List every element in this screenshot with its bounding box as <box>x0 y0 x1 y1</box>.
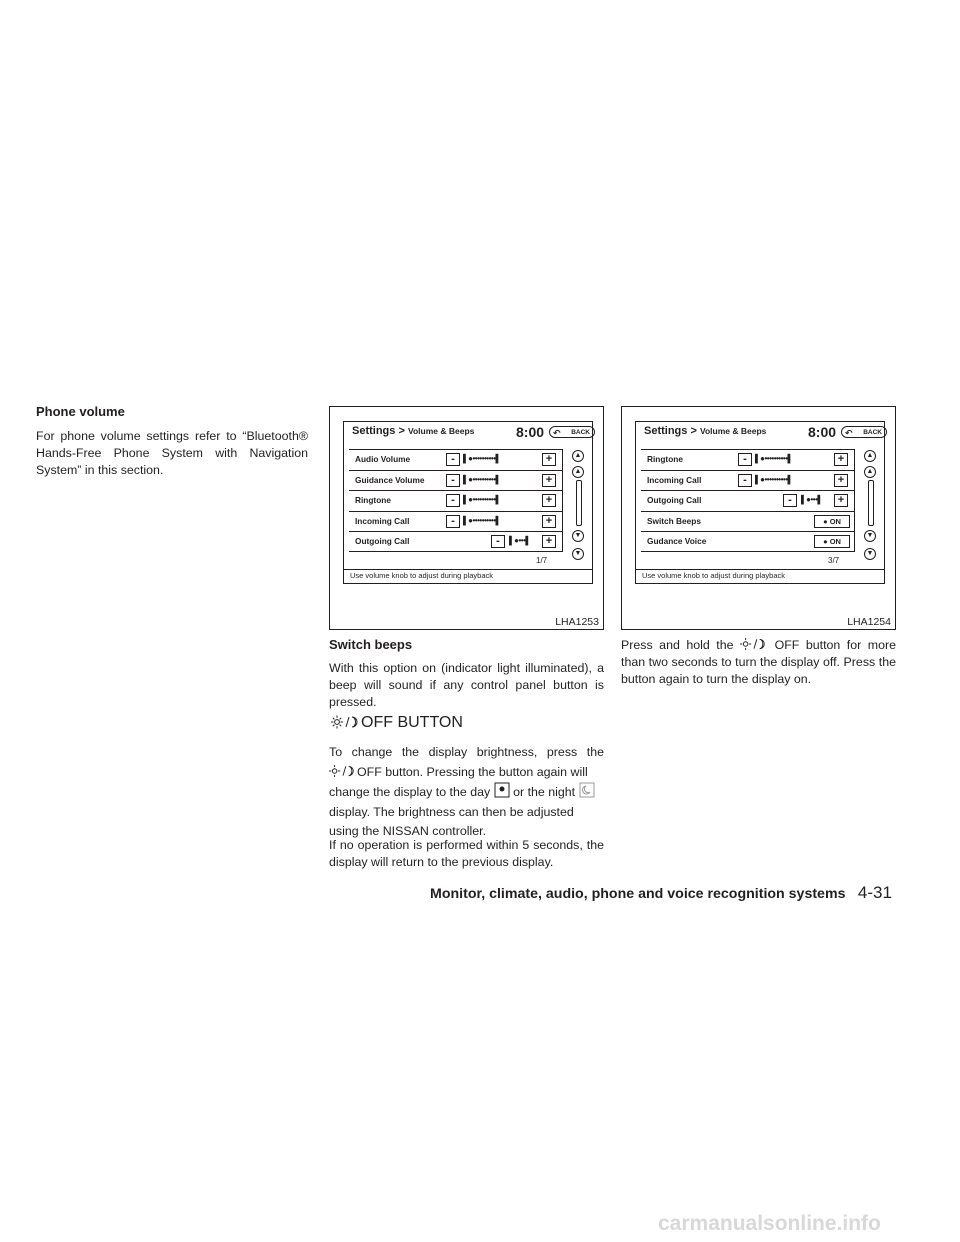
scroll-up-icon: ▲ <box>572 466 584 478</box>
scroll-controls <box>862 446 880 556</box>
page-footer <box>430 883 892 903</box>
list-item: Ringtone - ▌●••••••••••▌ + <box>349 490 563 511</box>
scroll-top-icon: ▲ <box>572 450 584 462</box>
settings-list <box>641 449 855 552</box>
settings-list <box>349 449 563 552</box>
scroll-bottom-icon: ▼ <box>864 548 876 560</box>
screen-footer: Use volume knob to adjust during playback <box>636 569 884 583</box>
toggle-on: ● ON <box>814 515 850 528</box>
list-item: Switch Beeps ● ON <box>641 511 855 532</box>
off-button-paragraph: To change the display brightness, press the OFF button. Pressing the button again will change the display to the day or the night display. The brightness can then be adjusted using the NISSAN controller. <box>329 745 604 838</box>
screen-title: Settings > Volume & Beeps <box>644 425 767 437</box>
brightness-icon <box>329 764 357 778</box>
page-number: 4-31 <box>857 883 892 902</box>
switch-beeps-heading: Switch beeps <box>329 637 413 652</box>
scroll-controls <box>570 446 588 556</box>
list-item: Audio Volume - ▌●••••••••••▌ + <box>349 449 563 470</box>
list-item: Incoming Call - ▌●••••••••••▌ + <box>349 511 563 532</box>
clock: 8:00 <box>516 424 545 440</box>
screen-footer: Use volume knob to adjust during playback <box>344 569 592 583</box>
press-hold-text: Press and hold the OFF button for more than two seconds to turn the display off. Press the button again to turn the display on. <box>621 638 896 686</box>
figure-code: LHA1253 <box>555 616 599 628</box>
list-item: Incoming Call - ▌●••••••••••▌ + <box>641 470 855 491</box>
phone-volume-heading: Phone volume <box>36 404 125 419</box>
scroll-bottom-icon: ▼ <box>572 548 584 560</box>
day-mode-icon <box>494 782 510 798</box>
off-button-heading: OFF BUTTON <box>331 714 463 732</box>
figure-volume-beeps-2 <box>621 406 896 630</box>
brightness-icon <box>740 637 768 651</box>
figure-volume-beeps-1 <box>329 406 604 630</box>
off-button-timeout-text: If no operation is performed within 5 seconds, the display will return to the previous display. <box>329 838 604 869</box>
back-button: ↶ BACK <box>549 426 595 438</box>
night-mode-icon <box>579 782 595 798</box>
settings-screen <box>635 421 885 584</box>
scroll-track <box>868 480 874 526</box>
scroll-down-icon: ▼ <box>864 530 876 542</box>
screen-title: Settings > Volume & Beeps <box>352 425 475 437</box>
watermark: carmanualsonline.info <box>658 1212 881 1235</box>
list-item: Ringtone - ▌●••••••••••▌ + <box>641 449 855 470</box>
list-item: Guidance Volume - ▌●••••••••••▌ + <box>349 470 563 491</box>
scroll-up-icon: ▲ <box>864 466 876 478</box>
scroll-top-icon: ▲ <box>864 450 876 462</box>
list-item: Gudance Voice ● ON <box>641 531 855 552</box>
back-button: ↶ BACK <box>841 426 887 438</box>
toggle-on: ● ON <box>814 535 850 548</box>
page-indicator: 1/7 <box>536 556 548 565</box>
brightness-icon <box>331 715 361 729</box>
clock: 8:00 <box>808 424 837 440</box>
list-item: Outgoing Call - ▌●•••▌ + <box>641 490 855 511</box>
list-item: Outgoing Call - ▌●•••▌ + <box>349 531 563 552</box>
section-title: Monitor, climate, audio, phone and voice recognition systems <box>430 886 846 902</box>
scroll-down-icon: ▼ <box>572 530 584 542</box>
settings-screen <box>343 421 593 584</box>
page-indicator: 3/7 <box>828 556 840 565</box>
figure-code: LHA1254 <box>847 616 891 628</box>
scroll-track <box>576 480 582 526</box>
switch-beeps-body: With this option on (indicator light illuminated), a beep will sound if any control panel button is pressed. <box>329 661 604 709</box>
phone-volume-body: For phone volume settings refer to “Bluetooth® Hands-Free Phone System with Navigation System” in this section. <box>36 429 308 477</box>
